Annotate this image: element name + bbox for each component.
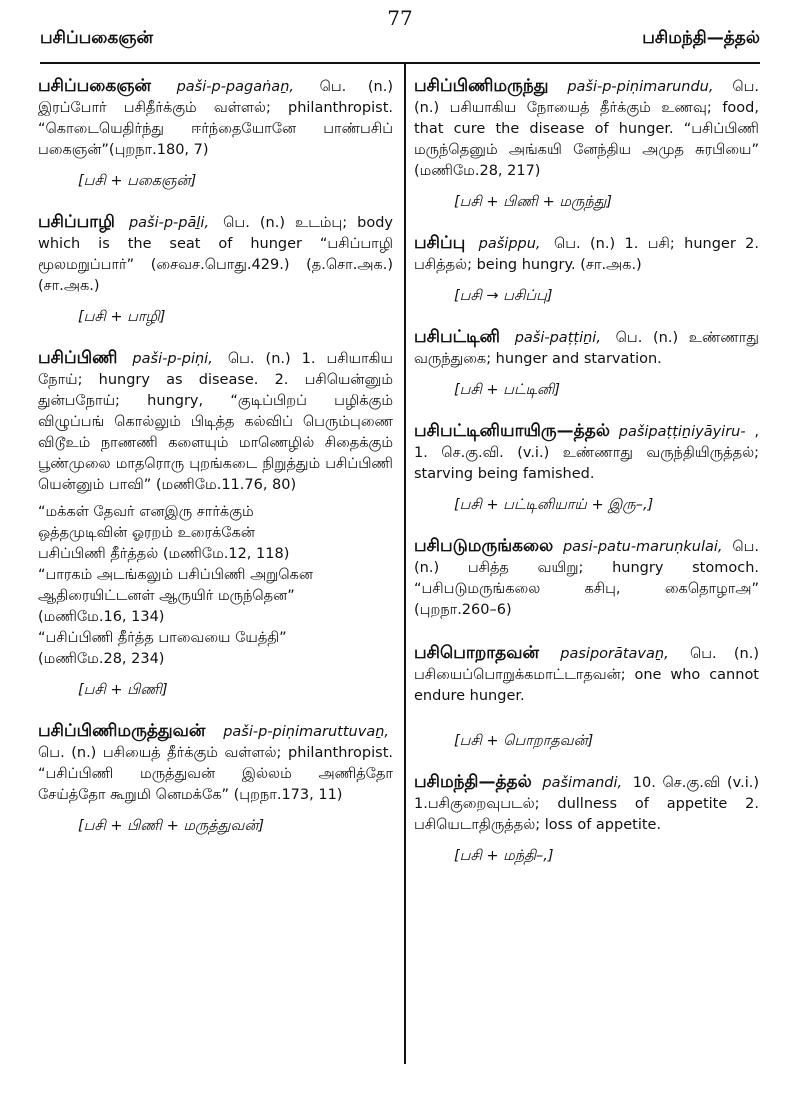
dictionary-entry [414, 421, 759, 516]
definition: பெ. (n.) உண்ணாது வருந்துகை; hunger and starvation. [414, 330, 759, 367]
etymology: [பசி + பிணி + மருந்து] [454, 194, 612, 210]
definition: பெ. (n.) பசியாகிய நோயைத் தீர்க்கும் உணவு; food, that cure the disease of hunger. “பசிப்பிணி மருந்தெனும் அங்கயி னேந்திய அமுத சுரபியை” (மணிமே.28, 217) [414, 79, 759, 179]
etymology: [பசி + பிணி + மருத்துவன்] [78, 818, 265, 834]
headword: பசிப்பாழி [38, 212, 115, 232]
quotation-line: ஒத்தமுடிவின் ஓரறம் உரைக்கேன் [38, 525, 255, 541]
dictionary-entry [414, 536, 759, 621]
etymology: [பசி + பகைஞன்] [78, 173, 197, 189]
page-number: 77 [387, 6, 413, 30]
definition: 10. செ.கு.வி (v.i.) 1.பசிகுறைவுபடல்; dullness of appetite 2. பசியெடாதிருத்தல்; loss of appetite. [414, 775, 759, 833]
etymology: [பசி + பாழி] [78, 309, 166, 325]
headword: பசிப்பிணி [38, 348, 118, 368]
etymology: [பசி + மந்தி–,] [454, 848, 554, 864]
etymology: [பசி + பட்டினியாய் + இரு–,] [454, 497, 654, 513]
running-header [40, 28, 760, 62]
transliteration: pašippu, [478, 236, 541, 252]
transliteration: pašipaṭṭiṉiyāyiru- [618, 424, 746, 440]
definition: பெ. (n.) பசித்த வயிறு; hungry stomoch. “பசிபடுமருங்கலை கசிபு, கைதொழாஅ” (புறநா.260–6) [414, 539, 759, 618]
transliteration: pasi-patu-maruṇkulai, [562, 539, 723, 555]
definition: பெ. (n.) உடம்பு; body which is the seat of hunger “பசிப்பாழி மூலமறுப்பார்” (சைவச.பொது.429.) (த.சொ.அக.) (சா.அக.) [38, 215, 393, 294]
header-right-guideword: பசிமந்தி—த்தல் [642, 28, 760, 48]
transliteration: paši-p-pāḻi, [128, 215, 210, 231]
definition: பெ. (n.) இரப்போர் பசிதீர்க்கும் வள்ளல்; philanthropist. “கொடையெதிர்ந்து ஈர்ந்தையோனே பாண்பசிப் பகைஞன்”(புறநா.180, 7) [38, 79, 394, 158]
headword: பசிபட்டினியாயிரு—த்தல் [414, 421, 610, 441]
etymology: [பசி → பசிப்பு] [454, 288, 553, 304]
definition: , 1. செ.கு.வி. (v.i.) உண்ணாது வருந்தியிருத்தல்; starving being famished. [414, 424, 760, 482]
headword: பசிபடுமருங்கலை [414, 536, 554, 556]
dictionary-entry [414, 772, 759, 867]
dictionary-entry [414, 643, 759, 752]
transliteration: paši-paṭṭiṉi, [514, 330, 601, 346]
quotation-line: (மணிமே.16, 134) [38, 609, 165, 625]
transliteration: paši-p-pagaṅaṉ, [176, 79, 294, 95]
definition: பெ. (n.) 1. பசியாகிய நோய்; hungry as disease. 2. பசியென்னும் துன்பநோய்; hungry, “குடிப்பிறப் பழிக்கும் விழுப்பங் கொல்லும் பிடித்த கல்விப் பெரும்புணை விடூஉம் நாணணி களையும் மாணெழில் சிதைக்கும் பூண்முலை மாதரொரு புறங்கடை நிறுத்தும் பசிப்பிணி யென்னும் பாவி” (மணிமே.11.76, 80) [38, 351, 393, 493]
transliteration: pasiporātavaṉ, [560, 646, 669, 662]
headword: பசிப்பகைஞன் [38, 76, 151, 96]
headword: பசிப்பு [414, 233, 466, 253]
quotation-line: ஆதிரையிட்டனள் ஆருயிர் மருந்தென” [38, 588, 295, 604]
transliteration: paši-p-piṇimaruttuvaṉ, [223, 724, 389, 740]
etymology: [பசி + பிணி] [78, 682, 168, 698]
etymology: [பசி + பொறாதவன்] [454, 733, 594, 749]
etymology: [பசி + பட்டினி] [454, 382, 561, 398]
dictionary-entry [414, 327, 759, 401]
transliteration: paši-p-piṇimarundu, [567, 79, 714, 95]
quotation-line: பசிப்பிணி தீர்த்தல் (மணிமே.12, 118) [38, 546, 290, 562]
quotation-block [38, 502, 393, 670]
definition: பெ. (n.) 1. பசி; hunger 2. பசித்தல்; being hungry. (சா.அக.) [414, 236, 760, 273]
transliteration: pašimandi, [542, 775, 623, 791]
header-left-guideword: பசிப்பகைஞன் [40, 28, 153, 48]
quotation-line: “மக்கள் தேவர் எனஇரு சார்க்கும் [38, 504, 254, 520]
dictionary-entry [414, 233, 759, 307]
headword: பசிப்பிணிமருத்துவன் [38, 721, 206, 741]
column-divider [404, 64, 406, 1064]
dictionary-entry [38, 212, 393, 328]
definition: பெ. (n.) பசியைத் தீர்க்கும் வள்ளல்; philanthropist. “பசிப்பிணி மருத்துவன் இல்லம் அணித்தோ சேய்த்தோ கூறுமி னெமக்கே” (புறநா.173, 11) [38, 745, 393, 803]
dictionary-entry [38, 721, 393, 837]
headword: பசிப்பிணிமருந்து [414, 76, 549, 96]
dictionary-entry [38, 76, 393, 192]
headword: பசிபட்டினி [414, 327, 501, 347]
header-rule [40, 62, 760, 64]
dictionary-entry [414, 76, 759, 213]
quotation-line: “பசிப்பிணி தீர்த்த பாவையை யேத்தி” [38, 630, 287, 646]
definition: பெ. (n.) பசியைப்பொறுக்கமாட்டாதவன்; one who cannot endure hunger. [414, 646, 759, 704]
transliteration: paši-p-piṇi, [132, 351, 213, 367]
quotation-line: “பாரகம் அடங்கலும் பசிப்பிணி அறுகென [38, 567, 313, 583]
headword: பசிமந்தி—த்தல் [414, 772, 532, 792]
headword: பசிபொறாதவன் [414, 643, 540, 663]
right-column [414, 76, 759, 887]
left-column [38, 76, 393, 857]
dictionary-entry [38, 348, 393, 701]
quotation-line: (மணிமே.28, 234) [38, 651, 165, 667]
